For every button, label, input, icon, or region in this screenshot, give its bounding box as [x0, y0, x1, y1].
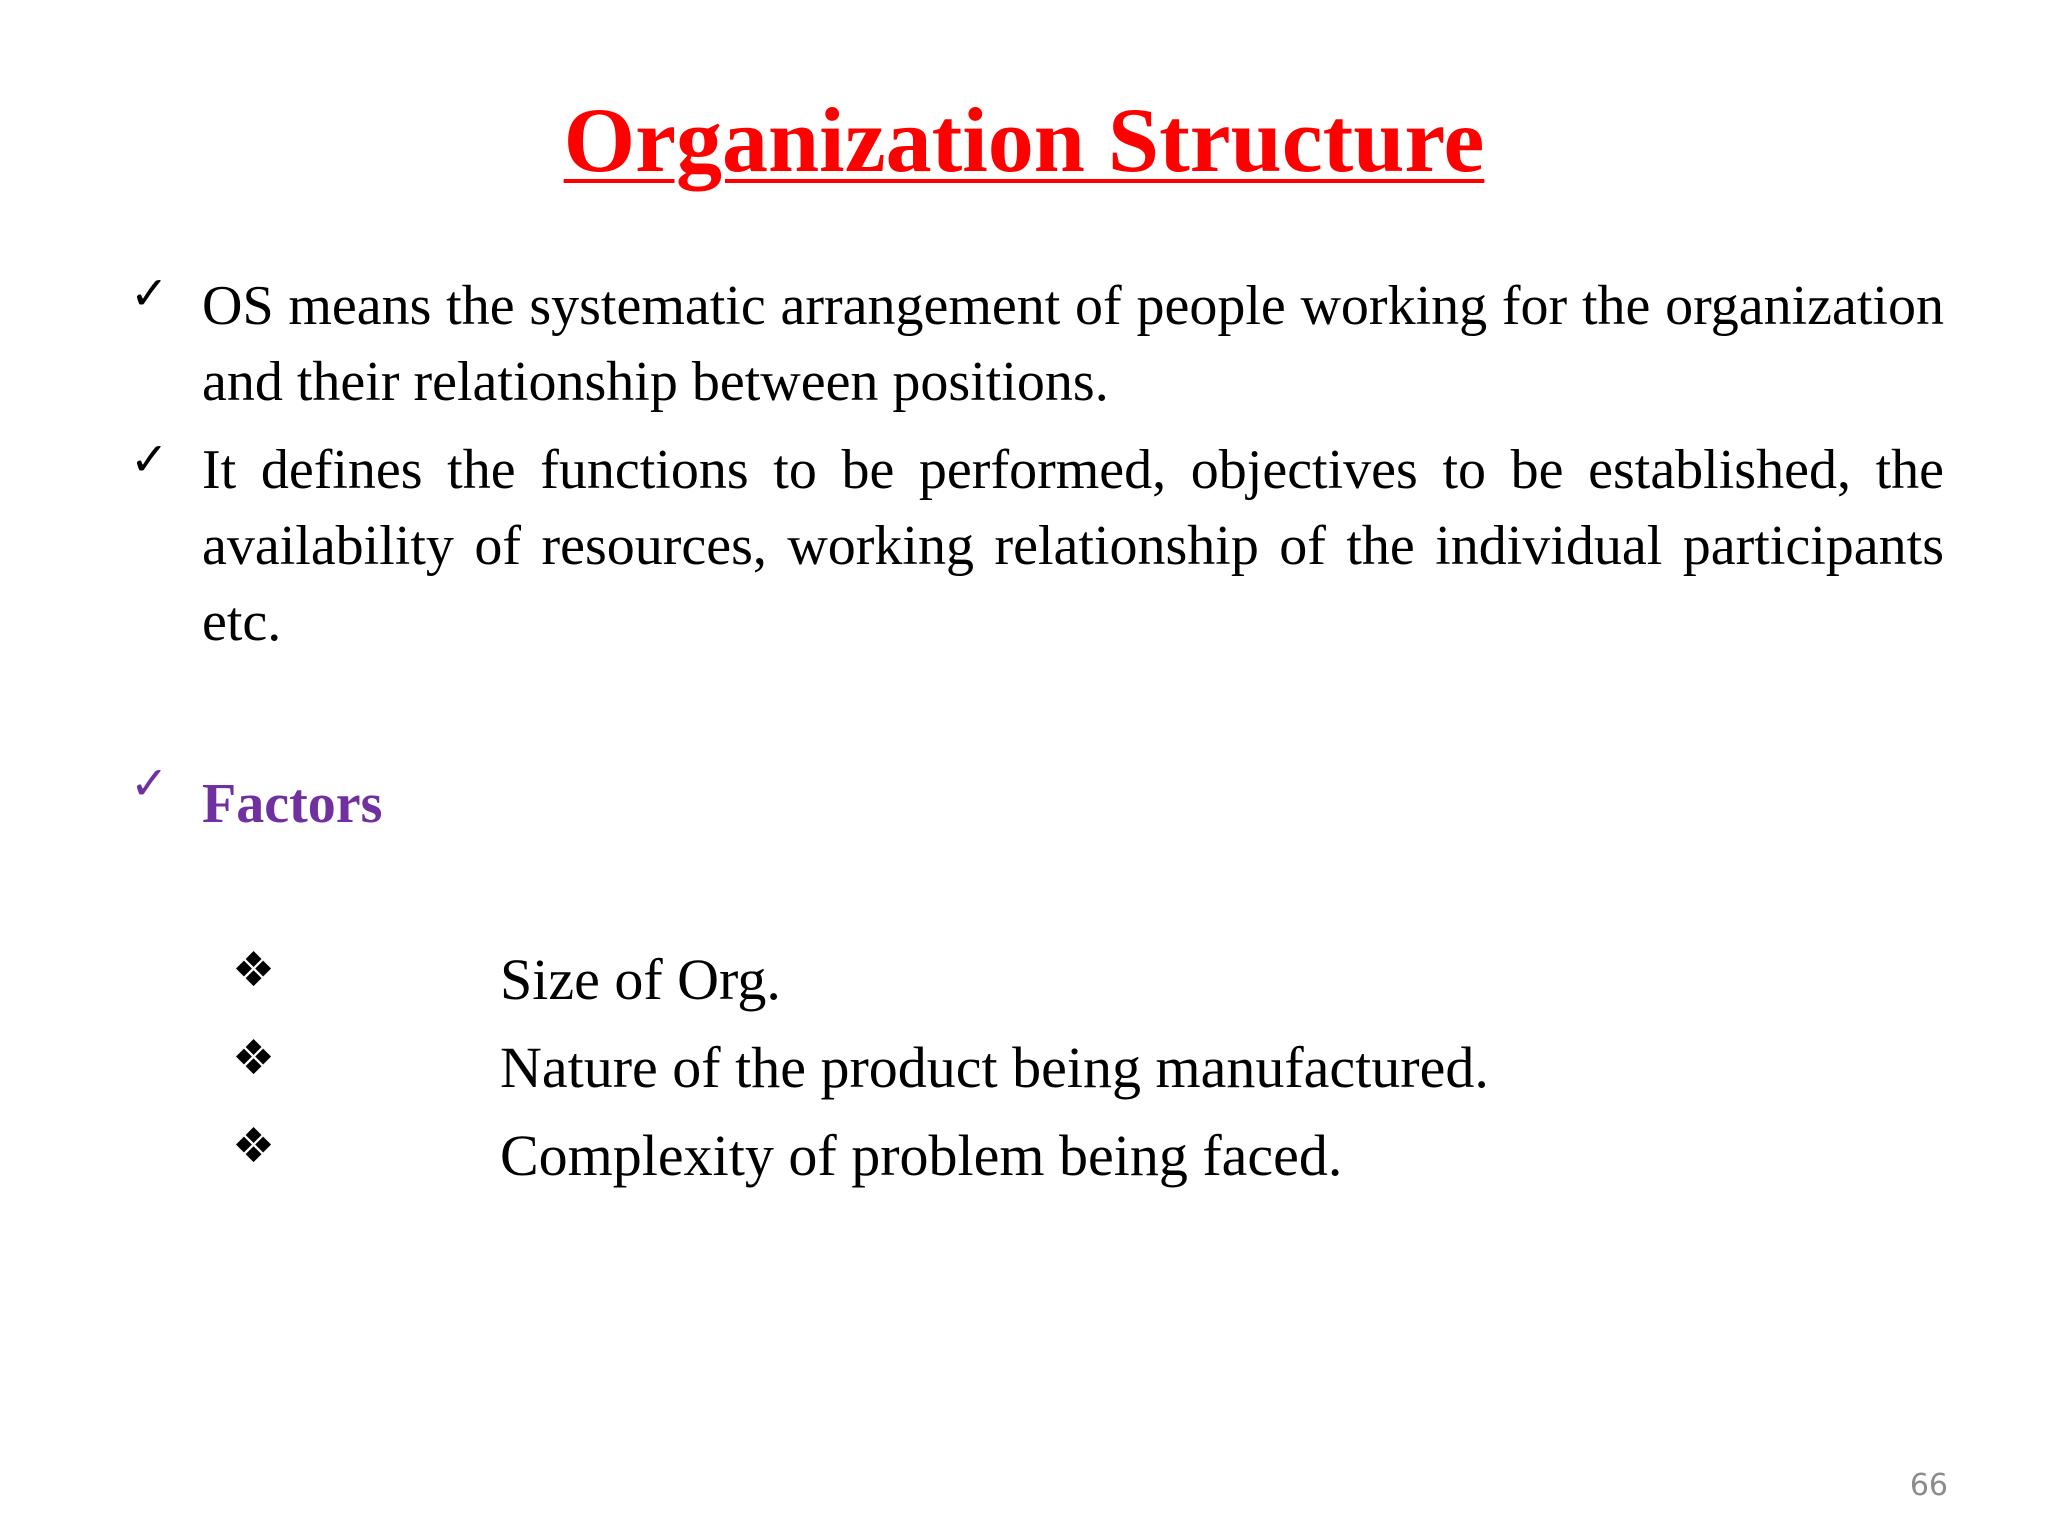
- factor-text: Size of Org.: [500, 947, 781, 1012]
- diamond-bullet-icon: ❖: [232, 1118, 276, 1174]
- diamond-bullet-icon: ❖: [232, 942, 276, 998]
- checkmark-icon: ✓: [130, 266, 169, 320]
- factor-item: [232, 942, 1732, 1026]
- factor-text: Nature of the product being manufactured.: [500, 1035, 1489, 1100]
- factor-text: Complexity of problem being faced.: [500, 1123, 1343, 1188]
- checkmark-icon: ✓: [130, 756, 169, 810]
- factors-heading: Factors: [202, 773, 383, 835]
- factor-item: [232, 1118, 1732, 1202]
- slide-title-text: Organization Structure: [563, 89, 1485, 191]
- diamond-bullet-icon: ❖: [232, 1030, 276, 1086]
- bullet-text: OS means the systematic arrangement of people working for the organization and their relationship between positions.: [202, 275, 1944, 413]
- bullet-text: It defines the functions to be performed, objectives to be established, the availability of resources, working relationship of the individual participants etc.: [202, 439, 1944, 653]
- checkmark-icon: ✓: [130, 432, 169, 486]
- factor-item: [232, 1030, 1732, 1114]
- page-number: 66: [1909, 1468, 1948, 1503]
- slide-title: [0, 90, 2048, 191]
